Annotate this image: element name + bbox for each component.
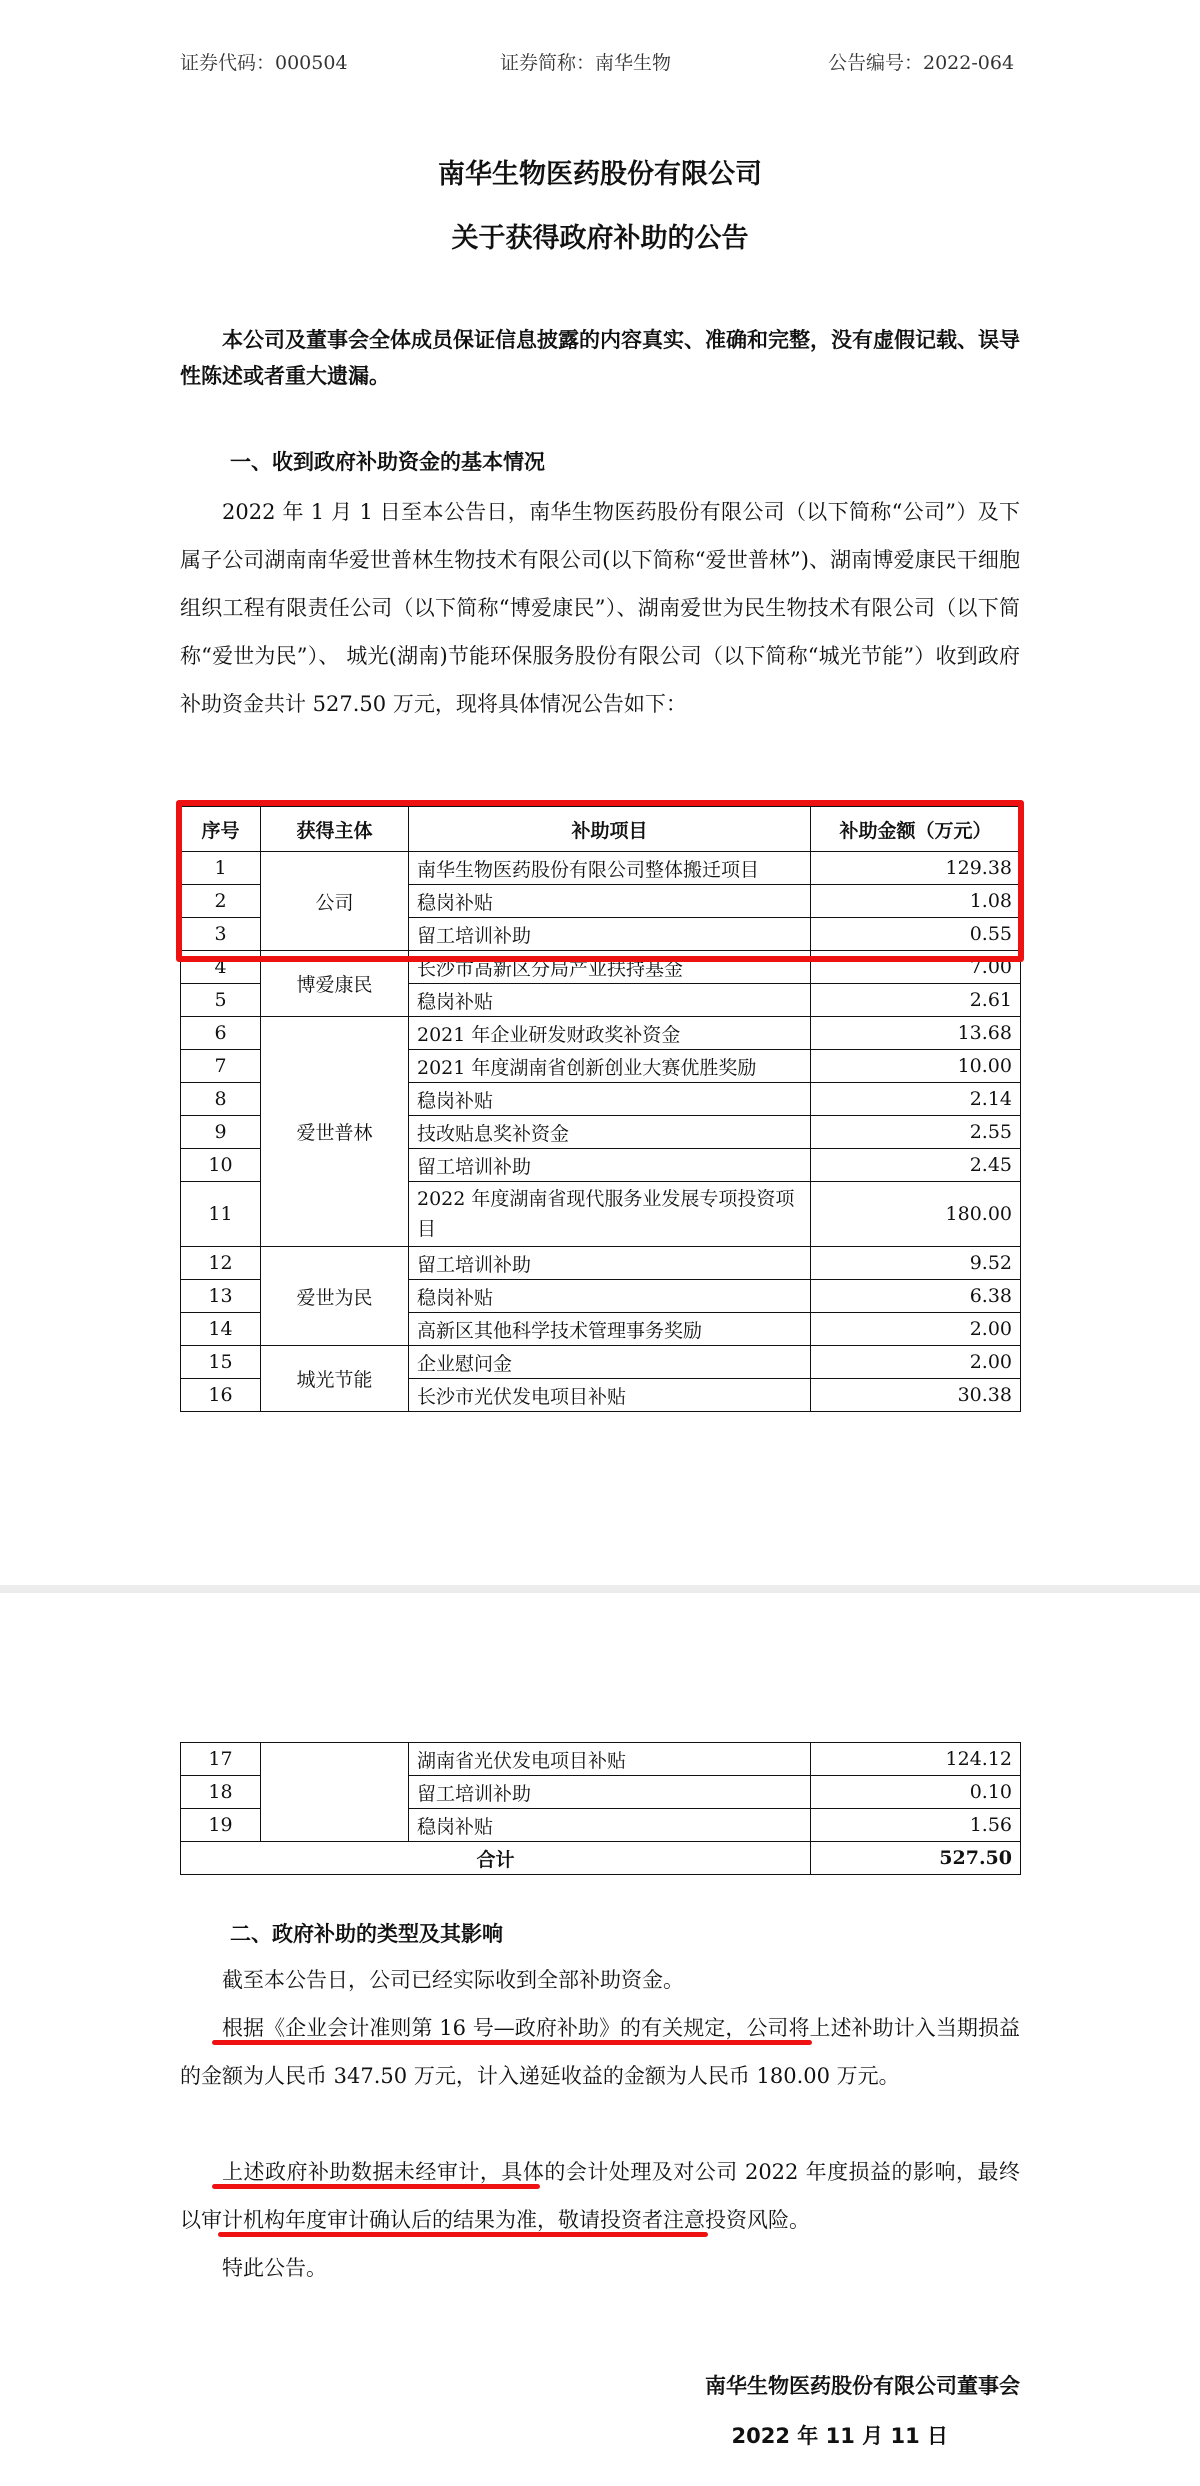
row-item: 稳岗补贴 [409,885,811,918]
row-item: 长沙市高新区分局产业扶持基金 [409,951,811,984]
row-no: 5 [181,984,261,1017]
section1-body: 2022 年 1 月 1 日至本公告日，南华生物医药股份有限公司（以下简称“公司”）及下属子公司湖南南华爱世普林生物技术有限公司(以下简称“爱世普林”)、湖南博爱康民干细胞组织工程有限责任公司（以下简称“博爱康民”）、湖南爱世为民生物技术有限公司（以下简称“爱世为民”）、 城光(湖南)节能环保服务股份有限公司（以下简称“城光节能”）收到政府补助资金共计 527.50 万元，现将具体情况公告如下： [180,500,1020,716]
row-item: 留工培训补助 [409,1149,811,1182]
row-no: 18 [181,1776,261,1809]
row-amount: 7.00 [811,951,1021,984]
row-entity: 城光节能 [261,1346,409,1412]
table-row [181,1743,1021,1776]
row-amount: 0.55 [811,918,1021,951]
row-item: 稳岗补贴 [409,1809,811,1842]
row-amount: 30.38 [811,1379,1021,1412]
row-item: 2022 年度湖南省现代服务业发展专项投资项目 [409,1182,811,1247]
row-entity: 爱世为民 [261,1247,409,1346]
row-item: 湖南省光伏发电项目补贴 [409,1743,811,1776]
row-no: 19 [181,1809,261,1842]
row-amount: 0.10 [811,1776,1021,1809]
row-amount: 1.56 [811,1809,1021,1842]
row-amount: 2.61 [811,984,1021,1017]
signature-org: 南华生物医药股份有限公司董事会 [705,2374,1020,2398]
table-total-row [181,1842,1021,1875]
company-title: 南华生物医药股份有限公司 [438,159,762,190]
row-item: 留工培训补助 [409,918,811,951]
row-no: 4 [181,951,261,984]
row-no: 15 [181,1346,261,1379]
underline-annotation [212,2184,540,2189]
row-item: 企业慰问金 [409,1346,811,1379]
row-item: 留工培训补助 [409,1776,811,1809]
row-item: 稳岗补贴 [409,984,811,1017]
row-amount: 9.52 [811,1247,1021,1280]
row-no: 8 [181,1083,261,1116]
section2-heading: 二、政府补助的类型及其影响 [230,1922,503,1946]
row-no: 10 [181,1149,261,1182]
row-item: 长沙市光伏发电项目补贴 [409,1379,811,1412]
row-item: 高新区其他科学技术管理事务奖励 [409,1313,811,1346]
row-amount: 2.00 [811,1346,1021,1379]
section1-heading: 一、收到政府补助资金的基本情况 [230,450,545,474]
row-item: 技改贴息奖补资金 [409,1116,811,1149]
notice-title: 关于获得政府补助的公告 [451,223,749,254]
section2-p4: 特此公告。 [222,2256,327,2280]
row-item: 留工培训补助 [409,1247,811,1280]
section2-p2: 根据《企业会计准则第 16 号—政府补助》的有关规定，公司将上述补助计入当期损益的金额为人民币 347.50 万元，计入递延收益的金额为人民币 180.00 万元。 [180,2016,1020,2088]
row-no: 2 [181,885,261,918]
row-amount: 10.00 [811,1050,1021,1083]
row-no: 13 [181,1280,261,1313]
row-amount: 129.38 [811,852,1021,885]
row-no: 7 [181,1050,261,1083]
subsidy-table-continued [180,1742,1021,1875]
row-amount: 124.12 [811,1743,1021,1776]
stock-short-name: 证券简称：南华生物 [500,52,672,74]
row-entity: 爱世普林 [261,1017,409,1247]
row-amount: 2.45 [811,1149,1021,1182]
col-header-entity: 获得主体 [261,807,409,852]
row-item: 稳岗补贴 [409,1280,811,1313]
row-item: 2021 年度湖南省创新创业大赛优胜奖励 [409,1050,811,1083]
table-row [181,1247,1021,1280]
signature-date: 2022 年 11 月 11 日 [731,2424,948,2448]
disclosure-statement: 本公司及董事会全体成员保证信息披露的内容真实、准确和完整，没有虚假记载、误导性陈述或者重大遗漏。 [180,328,1020,388]
row-item: 南华生物医药股份有限公司整体搬迁项目 [409,852,811,885]
row-amount: 1.08 [811,885,1021,918]
row-amount: 2.14 [811,1083,1021,1116]
table-row [181,1017,1021,1050]
page-break [0,1585,1200,1593]
table-row [181,1346,1021,1379]
underline-annotation [212,2040,812,2045]
row-entity: 博爱康民 [261,951,409,1017]
total-label: 合计 [181,1842,811,1875]
row-no: 17 [181,1743,261,1776]
col-header-no: 序号 [181,807,261,852]
row-no: 6 [181,1017,261,1050]
col-header-item: 补助项目 [409,807,811,852]
row-amount: 2.00 [811,1313,1021,1346]
row-item: 2021 年企业研发财政奖补资金 [409,1017,811,1050]
row-no: 16 [181,1379,261,1412]
highlight-box [176,800,1024,962]
section2-p3: 上述政府补助数据未经审计，具体的会计处理及对公司 2022 年度损益的影响，最终以审计机构年度审计确认后的结果为准，敬请投资者注意投资风险。 [180,2160,1020,2232]
row-no: 3 [181,918,261,951]
col-header-amount: 补助金额（万元） [811,807,1021,852]
row-amount: 180.00 [811,1182,1021,1247]
total-amount: 527.50 [811,1842,1021,1875]
row-entity [261,1743,409,1842]
row-no: 9 [181,1116,261,1149]
row-item: 稳岗补贴 [409,1083,811,1116]
row-amount: 2.55 [811,1116,1021,1149]
row-no: 11 [181,1182,261,1247]
row-no: 12 [181,1247,261,1280]
row-no: 14 [181,1313,261,1346]
section2-p1: 截至本公告日，公司已经实际收到全部补助资金。 [222,1968,684,1992]
notice-number: 公告编号：2022-064 [828,52,1015,74]
row-amount: 6.38 [811,1280,1021,1313]
row-no: 1 [181,852,261,885]
underline-annotation [218,2232,708,2237]
stock-code: 证券代码：000504 [180,52,348,74]
row-amount: 13.68 [811,1017,1021,1050]
row-entity: 公司 [261,852,409,951]
